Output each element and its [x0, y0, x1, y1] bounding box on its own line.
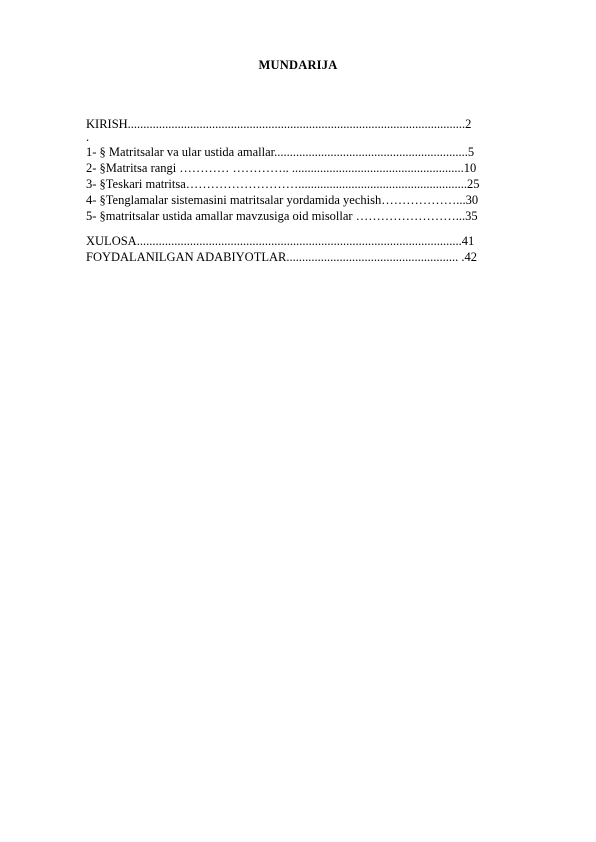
toc-entry-1: 1- § Matritsalar va ular ustida amallar..............................................................5: [86, 145, 475, 159]
page-title: MUNDARIJA: [258, 58, 338, 72]
toc-spacer: [86, 224, 536, 233]
table-of-contents: [86, 116, 536, 265]
toc-entry-4: 4- §Tenglamalar sistemasini matritsalar yordamida yechish………………...30: [86, 193, 479, 207]
toc-entry-kirish: KIRISH............................................................................................................2: [86, 117, 472, 131]
toc-entry-5: 5- §matritsalar ustida amallar mavzusiga oid misollar ……………………...35: [86, 209, 478, 223]
toc-entry-adabiyotlar: FOYDALANILGAN ADABIYOTLAR....................................................... .42: [86, 250, 477, 264]
toc-entry-2: 2- §Matritsa rangi ………… ………….. .......................................................10: [86, 161, 477, 175]
toc-entry-3: 3- §Teskari matritsa………………………......................................................25: [86, 177, 480, 191]
toc-entry-xulosa: XULOSA........................................................................................................41: [86, 234, 475, 248]
toc-stray-dot: .: [86, 132, 90, 144]
